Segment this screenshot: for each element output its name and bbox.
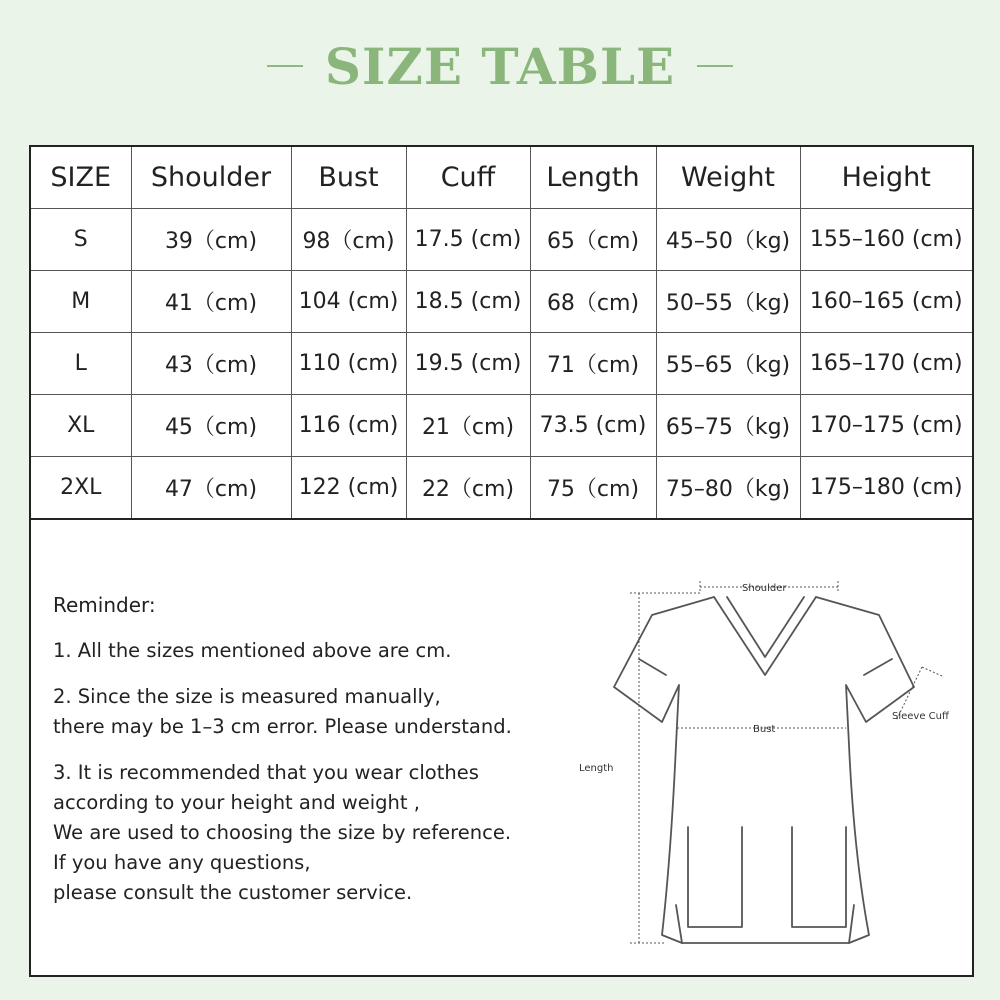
cell-height: 155–160 (cm) (800, 209, 972, 271)
cell-size: XL (31, 395, 131, 457)
header-size: SIZE (31, 147, 131, 209)
table-row (31, 209, 972, 271)
cell-cuff: 19.5 (cm) (406, 333, 530, 395)
header-bust: Bust (291, 147, 406, 209)
reminder-line: there may be 1–3 cm error. Please understand. (53, 715, 512, 738)
reminder-line: We are used to choosing the size by reference. (53, 821, 512, 844)
header-cuff: Cuff (406, 147, 530, 209)
title-left-dash (267, 65, 303, 67)
table-row (31, 457, 972, 520)
reminder-section (53, 590, 593, 924)
cell-height: 165–170 (cm) (800, 333, 972, 395)
cell-shoulder: 45（cm) (131, 395, 291, 457)
cell-size: S (31, 209, 131, 271)
cell-size: L (31, 333, 131, 395)
table-header-row (31, 147, 972, 209)
cell-height: 170–175 (cm) (800, 395, 972, 457)
cell-weight: 75–80（kg) (656, 457, 800, 520)
page-title: SIZE TABLE (324, 36, 676, 96)
cell-length: 75（cm) (530, 457, 656, 520)
size-table (31, 147, 972, 520)
reminder-line: 2. Since the size is measured manually, (53, 685, 441, 708)
reminder-line: 3. It is recommended that you wear clothes (53, 761, 479, 784)
reminder-title: Reminder: (53, 593, 156, 617)
reminder-line: If you have any questions, (53, 851, 311, 874)
title-right-dash (697, 65, 733, 67)
label-shoulder: Shoulder (742, 583, 787, 594)
cell-bust: 110 (cm) (291, 333, 406, 395)
cell-length: 71（cm) (530, 333, 656, 395)
cell-shoulder: 39（cm) (131, 209, 291, 271)
reminder-item-1 (53, 636, 593, 666)
cell-bust: 98（cm) (291, 209, 406, 271)
cell-size: M (31, 271, 131, 333)
cell-shoulder: 47（cm) (131, 457, 291, 520)
table-row (31, 333, 972, 395)
label-sleeve-cuff: Sleeve Cuff (892, 711, 949, 722)
header-length: Length (530, 147, 656, 209)
cell-weight: 65–75（kg) (656, 395, 800, 457)
cell-bust: 116 (cm) (291, 395, 406, 457)
reminder-line: please consult the customer service. (53, 881, 413, 904)
cell-length: 65（cm) (530, 209, 656, 271)
scrub-top-outline (614, 597, 914, 943)
cell-bust: 122 (cm) (291, 457, 406, 520)
cell-length: 68（cm) (530, 271, 656, 333)
cell-bust: 104 (cm) (291, 271, 406, 333)
diagram-labels (579, 583, 950, 774)
size-card (29, 145, 974, 977)
scrub-top-measurement-diagram (579, 575, 964, 965)
cell-length: 73.5 (cm) (530, 395, 656, 457)
cell-shoulder: 41（cm) (131, 271, 291, 333)
cell-weight: 50–55（kg) (656, 271, 800, 333)
label-length: Length (579, 763, 614, 774)
reminder-line: 1. All the sizes mentioned above are cm. (53, 639, 452, 662)
cell-size: 2XL (31, 457, 131, 520)
cell-shoulder: 43（cm) (131, 333, 291, 395)
table-row (31, 271, 972, 333)
reminder-item-2 (53, 682, 593, 742)
cell-weight: 55–65（kg) (656, 333, 800, 395)
cell-cuff: 18.5 (cm) (406, 271, 530, 333)
cell-cuff: 22（cm) (406, 457, 530, 520)
title-bar (0, 30, 1000, 102)
header-shoulder: Shoulder (131, 147, 291, 209)
cell-cuff: 21（cm) (406, 395, 530, 457)
cell-height: 160–165 (cm) (800, 271, 972, 333)
cell-weight: 45–50（kg) (656, 209, 800, 271)
measurement-lines (630, 581, 944, 943)
label-bust: Bust (753, 724, 776, 735)
reminder-line: according to your height and weight , (53, 791, 420, 814)
cell-height: 175–180 (cm) (800, 457, 972, 520)
reminder-item-3 (53, 758, 593, 908)
header-weight: Weight (656, 147, 800, 209)
table-row (31, 395, 972, 457)
header-height: Height (800, 147, 972, 209)
cell-cuff: 17.5 (cm) (406, 209, 530, 271)
